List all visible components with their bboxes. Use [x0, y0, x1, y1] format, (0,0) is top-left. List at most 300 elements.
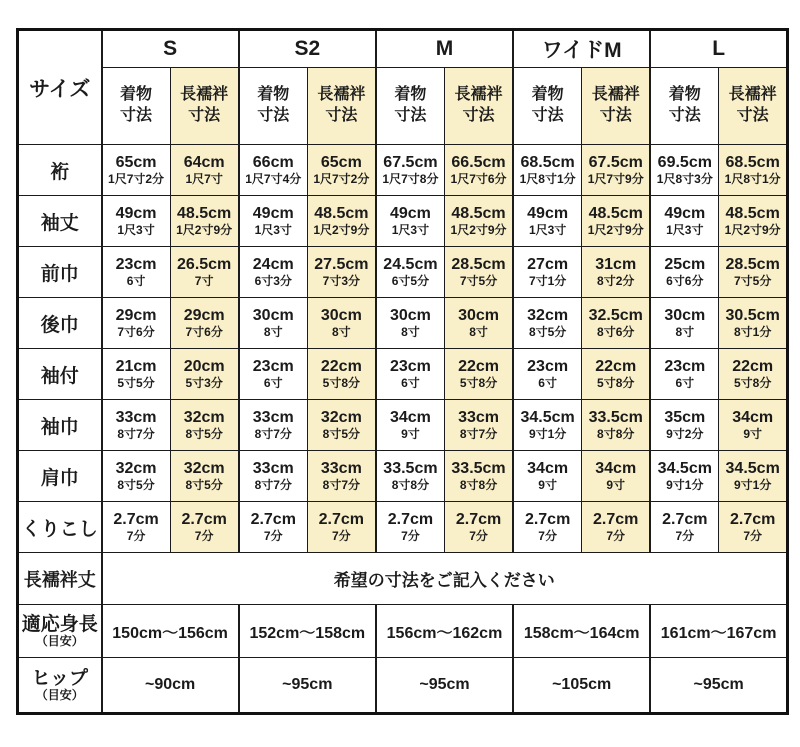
kimono-measurement-cell: [513, 451, 582, 502]
cm-value: 29cm: [183, 307, 225, 324]
subheader-nagajuban: [170, 68, 239, 145]
shaku-value: 1尺3寸: [528, 223, 567, 237]
shaku-value: 1尺8寸1分: [519, 172, 576, 186]
shaku-value: 7分: [743, 529, 762, 543]
kimono-measurement-cell: [650, 451, 719, 502]
row-label-nagajuban-length: 長襦袢丈: [18, 553, 102, 605]
subheader-line: 寸法: [325, 107, 358, 124]
cm-value: 23cm: [115, 256, 157, 273]
row-label-note: （目安）: [35, 634, 84, 648]
cm-value: 2.7cm: [524, 511, 571, 528]
kimono-measurement-cell: [513, 145, 582, 196]
measurement-row: [18, 196, 788, 247]
footer-rows: [18, 553, 788, 714]
hip-range-wide-m: ~105cm: [513, 658, 650, 714]
shaku-value: 7分: [401, 529, 420, 543]
kimono-measurement-cell: [102, 349, 171, 400]
kimono-measurement-cell: [102, 298, 171, 349]
cm-value: 34cm: [595, 460, 637, 477]
subheader-line: 寸法: [120, 107, 153, 124]
subheader-line: 長襦袢: [180, 86, 229, 104]
kimono-measurement-cell: [513, 298, 582, 349]
cm-value: 31cm: [595, 256, 637, 273]
height-range-l: 161cm〜167cm: [650, 605, 787, 658]
shaku-value: 8寸5分: [322, 427, 361, 441]
subheader-line: 寸法: [462, 107, 495, 124]
shaku-value: 8寸5分: [117, 478, 155, 492]
cm-value: 49cm: [389, 205, 431, 222]
row-label: 袖丈: [18, 196, 102, 247]
shaku-value: 1尺7寸9分: [587, 172, 644, 186]
cm-value: 22cm: [595, 358, 637, 375]
subheader-nagajuban: [582, 68, 651, 145]
cm-value: 65cm: [115, 154, 157, 171]
subheader-line: 長襦袢: [728, 86, 777, 104]
nagajuban-measurement-cell: [582, 502, 651, 553]
cm-value: 22cm: [458, 358, 499, 375]
hip-range-s: ~90cm: [102, 658, 239, 714]
nagajuban-measurement-cell: [307, 196, 376, 247]
nagajuban-measurement-cell: [444, 298, 513, 349]
shaku-value: 8寸8分: [459, 478, 498, 492]
nagajuban-measurement-cell: [582, 196, 651, 247]
row-label-height: [18, 605, 102, 658]
cm-value: 30cm: [320, 307, 362, 324]
cm-value: 35cm: [664, 409, 706, 426]
shaku-value: 9寸2分: [666, 427, 704, 441]
shaku-value: 1尺2寸9分: [176, 223, 233, 237]
cm-value: 33.5cm: [451, 460, 506, 477]
shaku-value: 8寸2分: [597, 274, 635, 288]
nagajuban-measurement-cell: [719, 349, 788, 400]
cm-value: 33cm: [252, 460, 294, 477]
measurement-row: [18, 502, 788, 553]
shaku-value: 8寸7分: [459, 427, 498, 441]
kimono-measurement-cell: [513, 400, 582, 451]
shaku-value: 5寸8分: [733, 376, 772, 390]
cm-value: 48.5cm: [451, 205, 506, 222]
subheader-line: 寸法: [599, 107, 632, 124]
nagajuban-measurement-cell: [307, 298, 376, 349]
shaku-value: 1尺2寸9分: [450, 223, 507, 237]
shaku-value: 6寸: [126, 274, 146, 288]
kimono-measurement-cell: [513, 247, 582, 298]
cm-value: 22cm: [320, 358, 362, 375]
nagajuban-measurement-cell: [444, 502, 513, 553]
shaku-value: 1尺3寸: [666, 223, 704, 237]
size-header-wide-m: ワイドM: [513, 30, 650, 68]
cm-value: 48.5cm: [725, 205, 780, 222]
size-header-s2: S2: [239, 30, 376, 68]
subheader-line: 着物: [257, 86, 290, 104]
shaku-value: 1尺3寸: [117, 223, 155, 237]
shaku-value: 6寸: [263, 376, 283, 390]
nagajuban-measurement-cell: [307, 349, 376, 400]
row-label: 裄: [18, 145, 102, 196]
measurement-row: [18, 298, 788, 349]
cm-value: 33.5cm: [588, 409, 643, 426]
cm-value: 28.5cm: [725, 256, 780, 273]
kimono-measurement-cell: [102, 145, 171, 196]
nagajuban-measurement-cell: [582, 247, 651, 298]
nagajuban-measurement-cell: [582, 451, 651, 502]
nagajuban-measurement-cell: [444, 145, 513, 196]
shaku-value: 1尺7寸4分: [245, 172, 302, 186]
cm-value: 33cm: [320, 460, 362, 477]
subheader-line: 長襦袢: [454, 86, 503, 104]
nagajuban-length-note: 希望の寸法をご記入ください: [102, 553, 788, 605]
row-label: 袖巾: [18, 400, 102, 451]
row-label: 肩巾: [18, 451, 102, 502]
kimono-measurement-cell: [650, 196, 719, 247]
row-label-text: ヒップ: [31, 668, 88, 689]
nagajuban-measurement-cell: [582, 349, 651, 400]
nagajuban-measurement-cell: [582, 400, 651, 451]
shaku-value: 9寸1分: [528, 427, 567, 441]
shaku-value: 1尺2寸9分: [313, 223, 370, 237]
subheader-line: 寸法: [257, 107, 290, 124]
nagajuban-measurement-cell: [170, 196, 239, 247]
shaku-value: 8寸: [401, 325, 420, 339]
height-range-row: [18, 605, 788, 658]
kimono-measurement-cell: [376, 196, 445, 247]
subheader-kimono: [102, 68, 171, 145]
kimono-measurement-cell: [650, 298, 719, 349]
row-label-hip: [18, 658, 102, 714]
cm-value: 30cm: [458, 307, 499, 324]
row-label: くりこし: [18, 502, 102, 553]
cm-value: 2.7cm: [250, 511, 296, 528]
height-range-wide-m: 158cm〜164cm: [513, 605, 650, 658]
subheader-nagajuban: [307, 68, 376, 145]
kimono-measurement-cell: [650, 349, 719, 400]
shaku-value: 1尺3寸: [391, 223, 430, 237]
row-label: 前巾: [18, 247, 102, 298]
shaku-value: 1尺8寸3分: [656, 172, 713, 186]
height-range-s2: 152cm〜158cm: [239, 605, 376, 658]
subheader-line: 寸法: [188, 107, 221, 124]
cm-value: 30.5cm: [725, 307, 780, 324]
shaku-value: 1尺2寸9分: [587, 223, 644, 237]
nagajuban-measurement-cell: [170, 451, 239, 502]
height-range-m: 156cm〜162cm: [376, 605, 513, 658]
kimono-measurement-cell: [239, 451, 308, 502]
shaku-value: 6寸5分: [391, 274, 430, 288]
cm-value: 21cm: [115, 358, 157, 375]
shaku-value: 1尺8寸1分: [724, 172, 781, 186]
cm-value: 34cm: [389, 409, 431, 426]
cm-value: 49cm: [527, 205, 569, 222]
shaku-value: 1尺7寸: [185, 172, 223, 186]
shaku-value: 8寸6分: [597, 325, 635, 339]
shaku-value: 7寸: [194, 274, 214, 288]
shaku-value: 5寸5分: [117, 376, 155, 390]
shaku-value: 8寸1分: [733, 325, 772, 339]
height-range-s: 150cm〜156cm: [102, 605, 239, 658]
shaku-value: 9寸1分: [733, 478, 772, 492]
measurement-row: [18, 451, 788, 502]
cm-value: 32.5cm: [588, 307, 643, 324]
kimono-measurement-cell: [239, 502, 308, 553]
nagajuban-measurement-cell: [719, 451, 788, 502]
cm-value: 20cm: [183, 358, 225, 375]
shaku-value: 8寸5分: [528, 325, 567, 339]
cm-value: 32cm: [115, 460, 157, 477]
nagajuban-measurement-cell: [444, 196, 513, 247]
cm-value: 25cm: [664, 256, 706, 273]
cm-value: 27cm: [527, 256, 569, 273]
cm-value: 23cm: [527, 358, 569, 375]
kimono-measurement-cell: [376, 247, 445, 298]
measurement-row: [18, 145, 788, 196]
subheader-line: 寸法: [531, 107, 564, 124]
nagajuban-measurement-cell: [719, 502, 788, 553]
cm-value: 49cm: [115, 205, 157, 222]
kimono-measurement-cell: [239, 400, 308, 451]
measurement-row: [18, 400, 788, 451]
nagajuban-measurement-cell: [170, 400, 239, 451]
cm-value: 49cm: [252, 205, 294, 222]
measurement-row: [18, 247, 788, 298]
shaku-value: 8寸8分: [597, 427, 635, 441]
shaku-value: 5寸8分: [322, 376, 361, 390]
cm-value: 34.5cm: [520, 409, 575, 426]
kimono-measurement-cell: [239, 196, 308, 247]
shaku-value: 8寸5分: [185, 478, 223, 492]
kimono-measurement-cell: [376, 349, 445, 400]
cm-value: 33.5cm: [383, 460, 438, 477]
shaku-value: 5寸3分: [185, 376, 223, 390]
hip-range-l: ~95cm: [650, 658, 787, 714]
kimono-measurement-cell: [102, 247, 171, 298]
cm-value: 65cm: [320, 154, 362, 171]
nagajuban-measurement-cell: [719, 145, 788, 196]
cm-value: 32cm: [183, 460, 225, 477]
shaku-value: 7分: [332, 529, 351, 543]
shaku-value: 8寸5分: [185, 427, 223, 441]
subheader-kimono: [376, 68, 445, 145]
cm-value: 23cm: [664, 358, 706, 375]
measurement-row: [18, 349, 788, 400]
corner-size-label: サイズ: [18, 30, 102, 145]
shaku-value: 6寸3分: [254, 274, 292, 288]
nagajuban-measurement-cell: [170, 247, 239, 298]
cm-value: 24cm: [252, 256, 294, 273]
shaku-value: 7分: [675, 529, 695, 543]
subheader-kimono: [650, 68, 719, 145]
subheader-line: 着物: [531, 86, 564, 104]
shaku-value: 7寸5分: [459, 274, 498, 288]
nagajuban-measurement-cell: [307, 451, 376, 502]
size-header-m: M: [376, 30, 513, 68]
kimono-measurement-cell: [102, 196, 171, 247]
nagajuban-measurement-cell: [719, 196, 788, 247]
kimono-measurement-cell: [650, 145, 719, 196]
cm-value: 68.5cm: [725, 154, 780, 171]
nagajuban-measurement-cell: [170, 349, 239, 400]
cm-value: 29cm: [115, 307, 157, 324]
subheader-nagajuban: [444, 68, 513, 145]
cm-value: 34cm: [527, 460, 569, 477]
measurement-rows: [18, 145, 788, 553]
shaku-value: 6寸: [401, 376, 420, 390]
cm-value: 49cm: [664, 205, 706, 222]
nagajuban-measurement-cell: [582, 298, 651, 349]
size-table: [16, 28, 789, 715]
shaku-value: 7寸1分: [528, 274, 567, 288]
kimono-measurement-cell: [513, 502, 582, 553]
shaku-value: 7寸6分: [117, 325, 155, 339]
kimono-measurement-cell: [102, 451, 171, 502]
shaku-value: 7寸5分: [733, 274, 772, 288]
nagajuban-measurement-cell: [170, 502, 239, 553]
shaku-value: 8寸8分: [391, 478, 430, 492]
kimono-measurement-cell: [376, 451, 445, 502]
nagajuban-measurement-cell: [444, 349, 513, 400]
subheader-nagajuban: [719, 68, 788, 145]
shaku-value: 7分: [126, 529, 146, 543]
shaku-value: 1尺7寸2分: [108, 172, 165, 186]
nagajuban-measurement-cell: [307, 247, 376, 298]
cm-value: 33cm: [252, 409, 294, 426]
shaku-value: 1尺7寸6分: [450, 172, 507, 186]
cm-value: 26.5cm: [177, 256, 232, 273]
cm-value: 68.5cm: [520, 154, 575, 171]
kimono-measurement-cell: [102, 400, 171, 451]
shaku-value: 8寸7分: [117, 427, 155, 441]
kimono-measurement-cell: [650, 400, 719, 451]
shaku-value: 1尺2寸9分: [724, 223, 781, 237]
kimono-measurement-cell: [239, 298, 308, 349]
size-header-l: L: [650, 30, 787, 68]
shaku-value: 8寸: [675, 325, 695, 339]
subheader-kimono: [239, 68, 308, 145]
shaku-value: 7分: [194, 529, 214, 543]
cm-value: 48.5cm: [588, 205, 643, 222]
nagajuban-length-row: [18, 553, 788, 605]
header-size-row: [18, 30, 788, 68]
shaku-value: 9寸: [606, 478, 626, 492]
nagajuban-measurement-cell: [582, 145, 651, 196]
shaku-value: 9寸: [401, 427, 420, 441]
shaku-value: 8寸7分: [254, 427, 292, 441]
cm-value: 34.5cm: [657, 460, 712, 477]
shaku-value: 8寸: [469, 325, 488, 339]
kimono-measurement-cell: [376, 145, 445, 196]
cm-value: 32cm: [183, 409, 225, 426]
shaku-value: 5寸8分: [459, 376, 498, 390]
subheader-line: 寸法: [668, 107, 701, 124]
subheader-line: 長襦袢: [591, 86, 640, 104]
shaku-value: 1尺7寸8分: [382, 172, 439, 186]
nagajuban-measurement-cell: [170, 145, 239, 196]
kimono-measurement-cell: [513, 349, 582, 400]
cm-value: 34cm: [732, 409, 774, 426]
kimono-measurement-cell: [239, 247, 308, 298]
subheader-line: 寸法: [394, 107, 427, 124]
row-label-note: （目安）: [35, 688, 84, 702]
shaku-value: 7分: [538, 529, 557, 543]
subheader-line: 着物: [120, 86, 153, 104]
nagajuban-measurement-cell: [719, 247, 788, 298]
nagajuban-measurement-cell: [719, 400, 788, 451]
shaku-value: 5寸8分: [597, 376, 635, 390]
subheader-kimono: [513, 68, 582, 145]
cm-value: 2.7cm: [181, 511, 227, 528]
nagajuban-measurement-cell: [307, 502, 376, 553]
cm-value: 67.5cm: [588, 154, 643, 171]
subheader-line: 着物: [668, 86, 701, 104]
kimono-size-chart: [16, 28, 789, 715]
cm-value: 23cm: [252, 358, 294, 375]
kimono-measurement-cell: [239, 145, 308, 196]
shaku-value: 9寸: [743, 427, 762, 441]
row-label: 袖付: [18, 349, 102, 400]
kimono-measurement-cell: [650, 502, 719, 553]
cm-value: 32cm: [320, 409, 362, 426]
cm-value: 48.5cm: [314, 205, 369, 222]
header-sub-row: [18, 68, 788, 145]
cm-value: 22cm: [732, 358, 774, 375]
kimono-measurement-cell: [376, 400, 445, 451]
shaku-value: 8寸: [332, 325, 351, 339]
shaku-value: 7寸3分: [322, 274, 361, 288]
kimono-measurement-cell: [376, 502, 445, 553]
cm-value: 66.5cm: [451, 154, 506, 171]
cm-value: 48.5cm: [177, 205, 232, 222]
shaku-value: 7寸6分: [185, 325, 223, 339]
row-label-text: 適応身長: [21, 614, 98, 635]
cm-value: 67.5cm: [383, 154, 438, 171]
cm-value: 28.5cm: [451, 256, 506, 273]
row-label: 後巾: [18, 298, 102, 349]
nagajuban-measurement-cell: [719, 298, 788, 349]
cm-value: 23cm: [389, 358, 431, 375]
subheader-line: 長襦袢: [317, 86, 366, 104]
shaku-value: 7分: [606, 529, 626, 543]
cm-value: 2.7cm: [662, 511, 708, 528]
cm-value: 2.7cm: [455, 511, 502, 528]
kimono-measurement-cell: [239, 349, 308, 400]
cm-value: 64cm: [183, 154, 225, 171]
kimono-measurement-cell: [102, 502, 171, 553]
cm-value: 66cm: [252, 154, 294, 171]
cm-value: 32cm: [527, 307, 569, 324]
shaku-value: 6寸6分: [666, 274, 704, 288]
shaku-value: 9寸: [538, 478, 557, 492]
shaku-value: 8寸7分: [254, 478, 292, 492]
cm-value: 33cm: [115, 409, 157, 426]
nagajuban-measurement-cell: [444, 400, 513, 451]
kimono-measurement-cell: [376, 298, 445, 349]
size-header-s: S: [102, 30, 239, 68]
shaku-value: 1尺7寸2分: [313, 172, 370, 186]
cm-value: 30cm: [664, 307, 706, 324]
cm-value: 69.5cm: [657, 154, 712, 171]
cm-value: 24.5cm: [383, 256, 438, 273]
cm-value: 2.7cm: [113, 511, 159, 528]
nagajuban-measurement-cell: [307, 145, 376, 196]
cm-value: 30cm: [252, 307, 294, 324]
cm-value: 2.7cm: [593, 511, 639, 528]
cm-value: 27.5cm: [314, 256, 369, 273]
kimono-measurement-cell: [513, 196, 582, 247]
cm-value: 34.5cm: [725, 460, 780, 477]
shaku-value: 1尺3寸: [254, 223, 292, 237]
nagajuban-measurement-cell: [170, 298, 239, 349]
shaku-value: 7分: [469, 529, 488, 543]
shaku-value: 9寸1分: [666, 478, 704, 492]
